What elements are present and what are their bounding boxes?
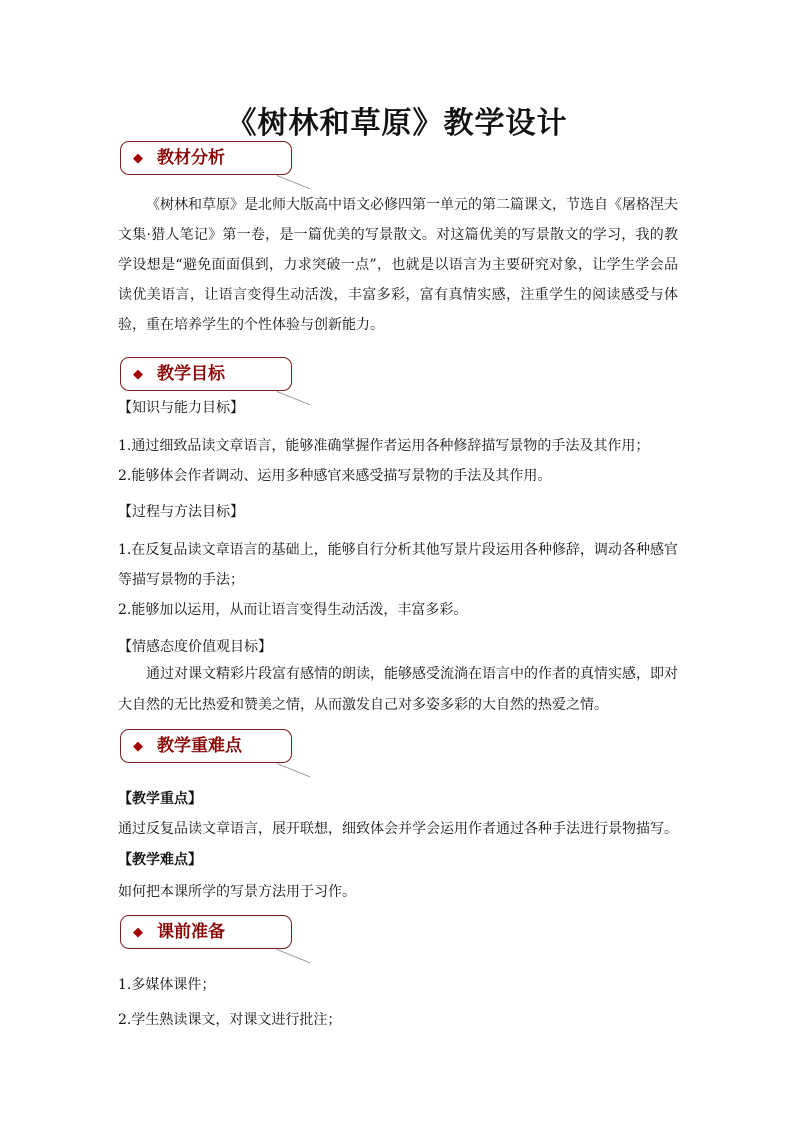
knowledge-goal-heading: 【知识与能力目标】 [118,400,244,416]
key-point-text: 通过反复品读文章语言，展开联想，细致体会并学会运用作者通过各种手法进行景物描写。 [118,821,678,837]
knowledge-goal-item: 1.通过细致品读文章语言，能够准确掌握作者运用各种修辞描写景物的手法及其作用； [118,438,650,454]
diamond-bullet-icon: ◆ [133,925,143,940]
process-goal-heading: 【过程与方法目标】 [118,504,244,520]
section-label: 课前准备 [157,922,225,942]
section-header-prep [120,915,292,949]
section-label: 教学目标 [157,364,225,384]
difficulty-heading: 【教学难点】 [118,852,202,868]
diamond-bullet-icon: ◆ [133,151,143,166]
process-goal-item: 1.在反复品读文章语言的基础上，能够自行分析其他写景片段运用各种修辞，调动各种感官等描写景物的手法； [118,542,678,588]
page-title: 《树林和草原》教学设计 [226,106,568,141]
process-goal-item: 2.能够加以运用，从而让语言变得生动活泼，丰富多彩。 [118,602,468,618]
key-point-heading: 【教学重点】 [118,791,202,807]
difficulty-text: 如何把本课所学的写景方法用于习作。 [118,884,356,900]
prep-item: 2.学生熟读课文，对课文进行批注； [118,1012,342,1028]
section-header-analysis [120,141,292,175]
emotion-goal-text: 通过对课文精彩片段富有感情的朗读，能够感受流淌在语言中的作者的真情实感，即对大自然的无比热爱和赞美之情，从而激发自己对多姿多彩的大自然的热爱之情。 [118,666,678,713]
section-header-goals [120,357,292,391]
prep-item: 1.多媒体课件； [118,977,216,993]
analysis-paragraph: 《树林和草原》是北师大版高中语文必修四第一单元的第二篇课文，节选自《屠格涅夫文集·猎人笔记》第一卷，是一篇优美的写景散文。对这篇优美的写景散文的学习，我的教学设想是“避免面面俱到，力求突破一点”，也就是以语言为主要研究对象，让学生学会品读优美语言，让语言变得生动活泼，丰富多彩，富有真情实感，注重学生的阅读感受与体验，重在培养学生的个性体验与创新能力。 [118,197,678,333]
section-header-difficulties [120,729,292,763]
section-label: 教学重难点 [157,736,242,756]
diamond-bullet-icon: ◆ [133,367,143,382]
diamond-bullet-icon: ◆ [133,739,143,754]
knowledge-goal-item: 2.能够体会作者调动、运用多种感官来感受描写景物的手法及其作用。 [118,468,552,484]
section-label: 教材分析 [157,148,225,168]
emotion-goal-heading: 【情感态度价值观目标】 [118,639,272,655]
